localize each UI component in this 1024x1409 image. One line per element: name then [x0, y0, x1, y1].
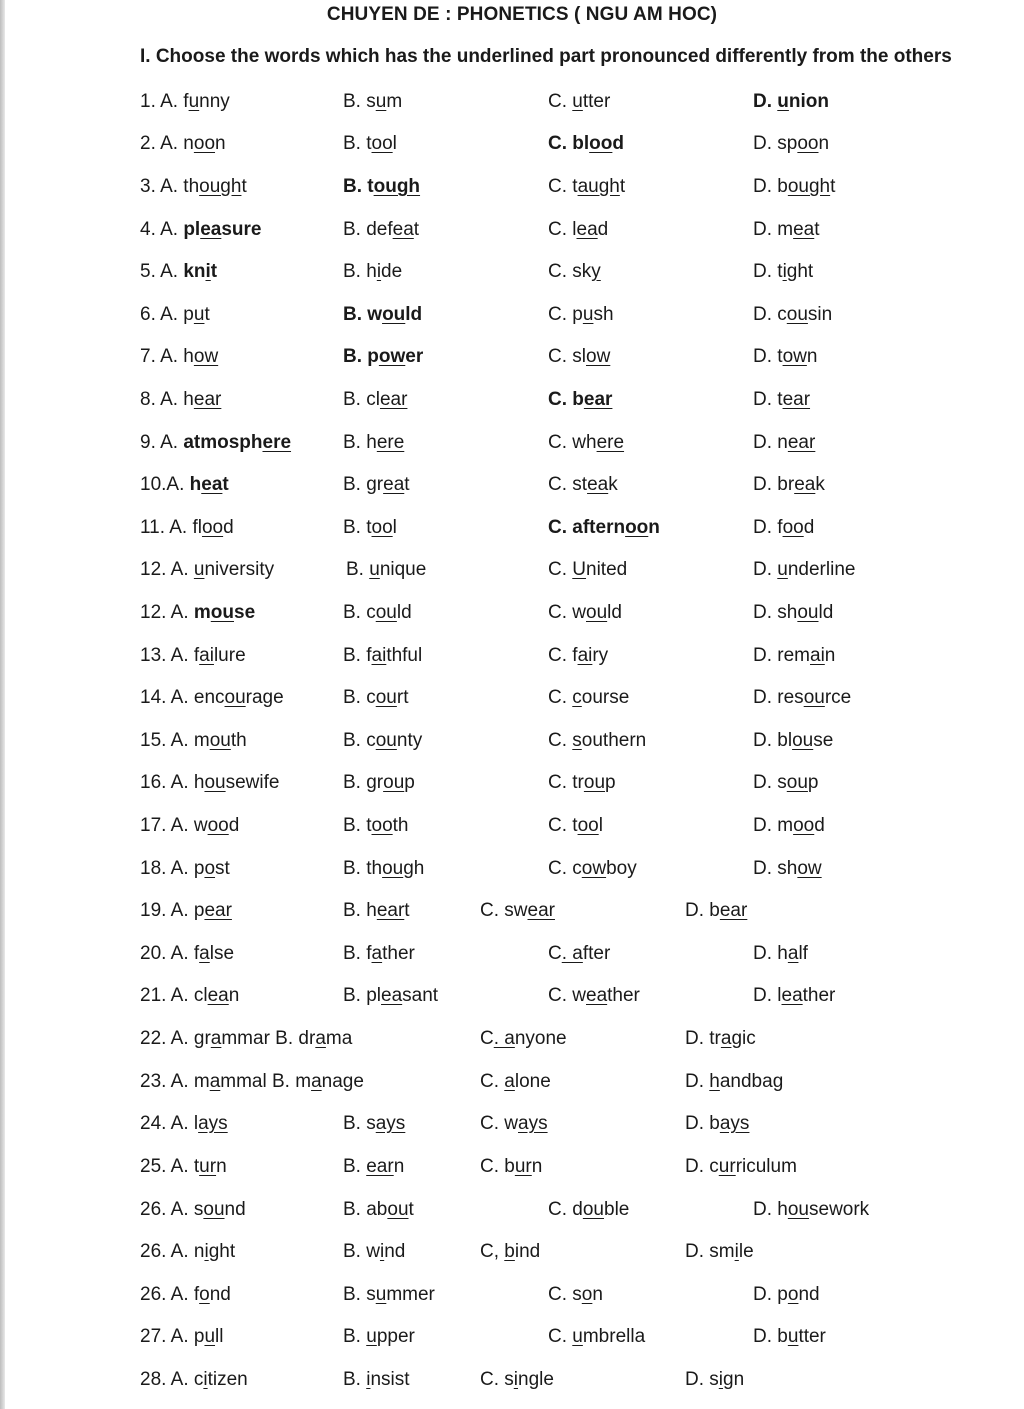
- answer-option: C. after: [548, 943, 611, 964]
- answer-option: D. handbag: [685, 1071, 784, 1092]
- question-row: [0, 729, 1024, 759]
- question-row: [0, 601, 1024, 631]
- answer-option: D. town: [753, 346, 818, 367]
- page-title: CHUYEN DE : PHONETICS ( NGU AM HOC): [326, 4, 718, 25]
- answer-option: D. tragic: [685, 1028, 756, 1049]
- answer-option: 12. A. mouse: [140, 602, 256, 623]
- question-row: [0, 388, 1024, 418]
- answer-option: D. underline: [753, 559, 856, 580]
- answer-option: D. soup: [753, 772, 819, 793]
- answer-option: B. power: [343, 346, 424, 367]
- answer-option: B. tool: [343, 517, 397, 538]
- answer-option: D. near: [753, 432, 816, 453]
- answer-option: 16. A. housewife: [140, 772, 280, 793]
- answer-option: B. summer: [343, 1284, 435, 1305]
- answer-option: D. bays: [685, 1113, 750, 1134]
- answer-option: C. where: [548, 432, 625, 453]
- answer-option: C. swear: [480, 900, 555, 921]
- question-row: [0, 132, 1024, 162]
- answer-option: B. county: [343, 730, 423, 751]
- answer-option: C. southern: [548, 730, 647, 751]
- question-row: [0, 345, 1024, 375]
- answer-option: D. smile: [685, 1241, 754, 1262]
- question-row: [0, 1198, 1024, 1228]
- answer-option: B. hide: [343, 261, 403, 282]
- answer-option: D. show: [753, 858, 822, 879]
- answer-option: B. faithful: [343, 645, 423, 666]
- answer-option: B. upper: [343, 1326, 415, 1347]
- answer-option: D. tear: [753, 389, 811, 410]
- question-row: [0, 857, 1024, 887]
- answer-option: 17. A. wood: [140, 815, 240, 836]
- question-row: [0, 516, 1024, 546]
- question-row: [0, 1240, 1024, 1270]
- answer-option: 27. A. pull: [140, 1326, 224, 1347]
- answer-option: 10.A. heat: [140, 474, 229, 495]
- answer-option: B. pleasant: [343, 985, 439, 1006]
- question-row: [0, 1325, 1024, 1355]
- question-row: [0, 1070, 1024, 1100]
- answer-option: C. single: [480, 1369, 554, 1390]
- answer-option: C. troup: [548, 772, 616, 793]
- answer-option: D. remain: [753, 645, 836, 666]
- answer-option: C. son: [548, 1284, 603, 1305]
- answer-option: 8. A. hear: [140, 389, 222, 410]
- answer-option: 21. A. clean: [140, 985, 240, 1006]
- answer-option: 15. A. mouth: [140, 730, 247, 751]
- answer-option: D. bought: [753, 176, 836, 197]
- answer-option: 19. A. pear: [140, 900, 232, 921]
- answer-option: D. butter: [753, 1326, 826, 1347]
- answer-option: D. cousin: [753, 304, 833, 325]
- answer-option: C. slow: [548, 346, 611, 367]
- question-row: [0, 473, 1024, 503]
- question-row: [0, 984, 1024, 1014]
- answer-option: B. clear: [343, 389, 408, 410]
- answer-option: B. court: [343, 687, 409, 708]
- answer-option: C. umbrella: [548, 1326, 646, 1347]
- answer-option: D. curriculum: [685, 1156, 797, 1177]
- answer-option: B. here: [343, 432, 405, 453]
- question-row: [0, 431, 1024, 461]
- answer-option: B. says: [343, 1113, 406, 1134]
- answer-option: 2. A. noon: [140, 133, 226, 154]
- answer-option: C. would: [548, 602, 622, 623]
- question-row: [0, 644, 1024, 674]
- answer-option: D. blouse: [753, 730, 834, 751]
- answer-option: B. sum: [343, 91, 403, 112]
- answer-option: C. alone: [480, 1071, 551, 1092]
- answer-option: 26. A. sound: [140, 1199, 246, 1220]
- answer-option: 6. A. put: [140, 304, 210, 325]
- answer-option: C. ways: [480, 1113, 548, 1134]
- answer-option: 11. A. flood: [140, 517, 234, 538]
- question-row: [0, 1112, 1024, 1142]
- answer-option: D. should: [753, 602, 834, 623]
- answer-option: 26. A. fond: [140, 1284, 231, 1305]
- question-row: [0, 1283, 1024, 1313]
- answer-option: B. unique: [346, 559, 427, 580]
- answer-option: C. weather: [548, 985, 640, 1006]
- answer-option: 14. A. encourage: [140, 687, 284, 708]
- answer-option: B. heart: [343, 900, 410, 921]
- answer-option: C. fairy: [548, 645, 609, 666]
- answer-option: C. afternoon: [548, 517, 660, 538]
- answer-option: C. steak: [548, 474, 618, 495]
- answer-option: B. tough: [343, 176, 421, 197]
- answer-option: D. housework: [753, 1199, 870, 1220]
- question-row: [0, 260, 1024, 290]
- section-instruction: I. Choose the words which has the underlined part pronounced differently from the others: [140, 46, 952, 67]
- answer-option: B. great: [343, 474, 410, 495]
- answer-option: D. food: [753, 517, 815, 538]
- answer-option: 7. A. how: [140, 346, 219, 367]
- answer-option: C. lead: [548, 219, 609, 240]
- answer-option: 5. A. knit: [140, 261, 218, 282]
- answer-option: B. wind: [343, 1241, 406, 1262]
- answer-option: D. half: [753, 943, 808, 964]
- answer-option: B. about: [343, 1199, 414, 1220]
- answer-option: C. anyone: [480, 1028, 567, 1049]
- question-row: [0, 175, 1024, 205]
- answer-option: C. utter: [548, 91, 611, 112]
- answer-option: 22. A. grammar B. drama: [140, 1028, 353, 1049]
- answer-option: 28. A. citizen: [140, 1369, 248, 1390]
- answer-option: B. earn: [343, 1156, 405, 1177]
- question-row: [0, 558, 1024, 588]
- answer-option: 23. A. mammal B. manage: [140, 1071, 364, 1092]
- answer-option: 12. A. university: [140, 559, 275, 580]
- answer-option: 4. A. pleasure: [140, 219, 262, 240]
- answer-option: 9. A. atmosphere: [140, 432, 292, 453]
- answer-option: C. tool: [548, 815, 603, 836]
- question-row: [0, 942, 1024, 972]
- answer-option: B. could: [343, 602, 412, 623]
- answer-option: 18. A. post: [140, 858, 230, 879]
- answer-option: D. sign: [685, 1369, 745, 1390]
- answer-option: C. blood: [548, 133, 624, 154]
- answer-option: C. cowboy: [548, 858, 637, 879]
- answer-option: D. mood: [753, 815, 825, 836]
- question-row: [0, 218, 1024, 248]
- question-row: [0, 303, 1024, 333]
- answer-option: C. sky: [548, 261, 601, 282]
- answer-option: B. tooth: [343, 815, 409, 836]
- answer-option: D. spoon: [753, 133, 830, 154]
- answer-option: B. tool: [343, 133, 397, 154]
- answer-option: C. push: [548, 304, 614, 325]
- answer-option: D. resource: [753, 687, 852, 708]
- answer-option: 20. A. false: [140, 943, 235, 964]
- answer-option: C. course: [548, 687, 630, 708]
- question-row: [0, 814, 1024, 844]
- question-row: [0, 1027, 1024, 1057]
- answer-option: C. burn: [480, 1156, 543, 1177]
- answer-option: B. group: [343, 772, 415, 793]
- question-row: [0, 1155, 1024, 1185]
- question-row: [0, 1368, 1024, 1398]
- answer-option: D. break: [753, 474, 825, 495]
- answer-option: B. insist: [343, 1369, 410, 1390]
- answer-option: 24. A. lays: [140, 1113, 228, 1134]
- answer-option: C, bind: [480, 1241, 541, 1262]
- answer-option: B. would: [343, 304, 423, 325]
- answer-option: C. United: [548, 559, 628, 580]
- answer-option: 1. A. funny: [140, 91, 230, 112]
- answer-option: B. defeat: [343, 219, 420, 240]
- answer-option: 13. A. failure: [140, 645, 246, 666]
- question-row: [0, 90, 1024, 120]
- answer-option: B. father: [343, 943, 415, 964]
- question-row: [0, 686, 1024, 716]
- answer-option: D. meat: [753, 219, 820, 240]
- answer-option: D. bear: [685, 900, 748, 921]
- question-row: [0, 899, 1024, 929]
- answer-option: C. taught: [548, 176, 626, 197]
- answer-option: D. pond: [753, 1284, 820, 1305]
- answer-option: C. bear: [548, 389, 613, 410]
- answer-option: B. though: [343, 858, 425, 879]
- answer-option: 3. A. thought: [140, 176, 247, 197]
- answer-option: D. tight: [753, 261, 814, 282]
- answer-option: 25. A. turn: [140, 1156, 227, 1177]
- question-row: [0, 771, 1024, 801]
- answer-option: D. union: [753, 91, 829, 112]
- answer-option: C. double: [548, 1199, 630, 1220]
- answer-option: 26. A. night: [140, 1241, 236, 1262]
- answer-option: D. leather: [753, 985, 836, 1006]
